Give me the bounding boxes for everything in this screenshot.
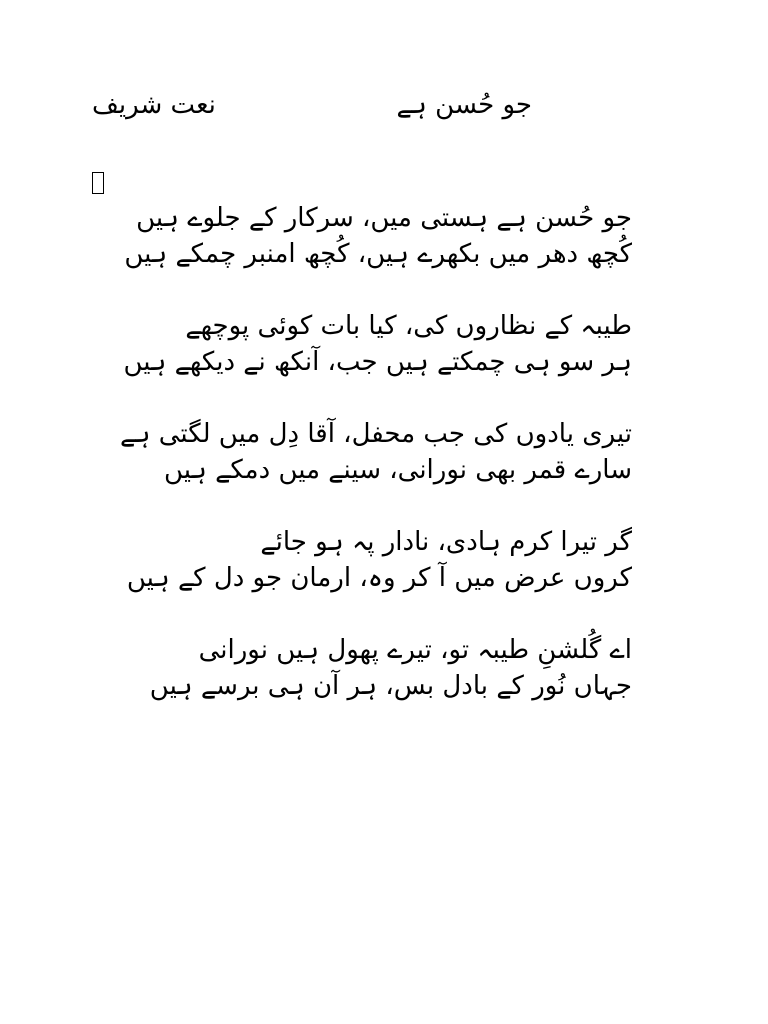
poem-line: جو حُسن ہے ہستی میں، سرکار کے جلوے ہیں — [136, 203, 632, 233]
poem-line: طیبہ کے نظاروں کی، کیا بات کوئی پوچھے — [185, 311, 632, 341]
poem-line: کُچھ دھر میں بکھرے ہیں، کُچھ امنبر چمکے ہیں — [124, 239, 632, 269]
poem-body — [92, 200, 632, 740]
poem-line: گر تیرا کرم ہادی، نادار پہ ہو جائے — [260, 527, 632, 557]
stanza-1 — [92, 200, 632, 272]
document-header — [92, 90, 532, 130]
poem-line: کروں عرض میں آ کر وہ، ارمان جو دل کے ہیں — [126, 563, 632, 593]
poem-line: ہر سو ہی چمکتے ہیں جب، آنکھ نے دیکھے ہیں — [123, 347, 632, 377]
stanza-3 — [92, 416, 632, 488]
poem-line: سارے قمر بھی نورانی، سینے میں دمکے ہیں — [163, 455, 632, 485]
stanza-2 — [92, 308, 632, 380]
poem-line: تیری یادوں کی جب محفل، آقا دِل میں لگتی ہے — [119, 419, 632, 449]
missing-glyph-box — [92, 172, 104, 194]
stanza-5 — [92, 632, 632, 704]
poem-title: جو حُسن ہے — [396, 90, 532, 120]
stanza-4 — [92, 524, 632, 596]
poem-line: جہاں نُور کے بادل بس، ہر آن ہی برسے ہیں — [149, 671, 632, 701]
poem-line: اے گُلشنِ طیبہ تو، تیرے پھول ہیں نورانی — [198, 635, 632, 665]
naat-sharif-title: نعت شریف — [92, 90, 216, 120]
